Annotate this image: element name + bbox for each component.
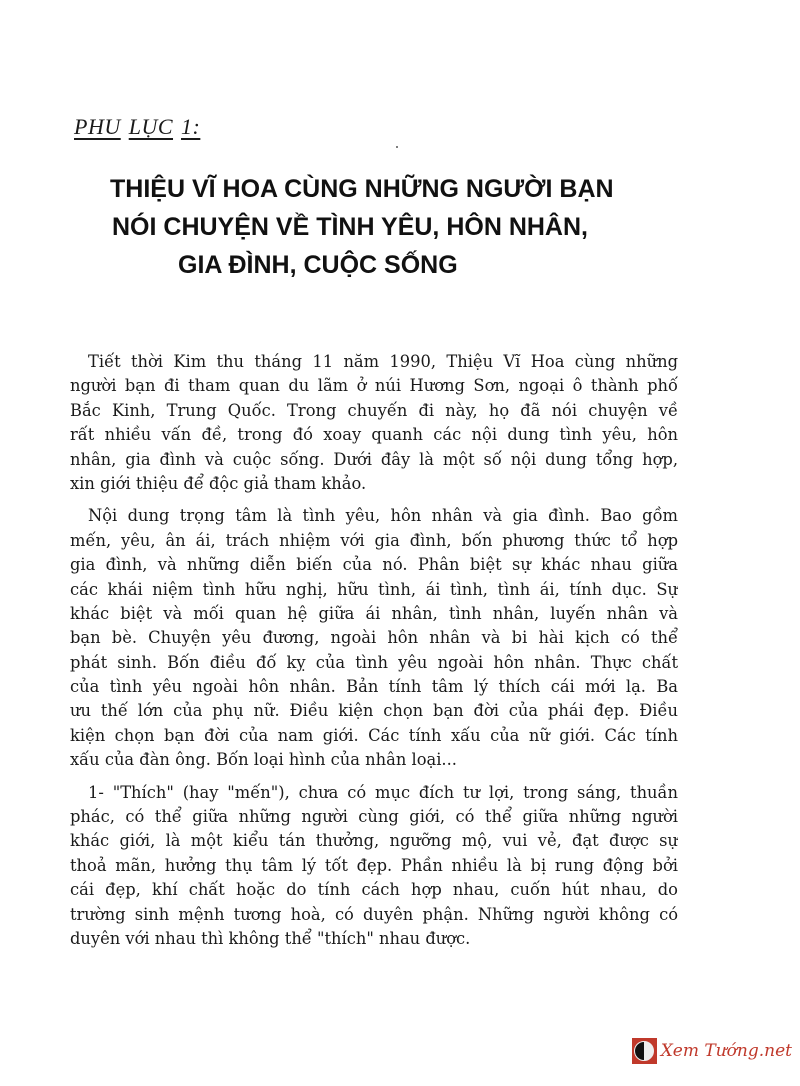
paragraph-intro <box>70 350 678 496</box>
text-line: bạn bè. Chuyện yêu đương, ngoài hôn nhân và bi hài kịch có thể <box>70 628 678 648</box>
text-line: phác, có thể giữa những người cùng giới, có thể giữa những người <box>70 807 678 827</box>
text-line: 1- "Thích" (hay "mến"), chưa có mục đích tư lợi, trong sáng, thuần <box>88 782 678 802</box>
text-line: khác biệt và mối quan hệ giữa ái nhân, tình nhân, luyến nhân và <box>70 603 678 623</box>
text-line: phát sinh. Bốn điều đố kỵ của tình yêu ngoài hôn nhân. Thực chất <box>70 652 678 672</box>
text-line: khác giới, là một kiểu tán thưởng, ngưỡng mộ, vui vẻ, đạt được sự <box>70 831 678 851</box>
text-line: mến, yêu, ân ái, trách nhiệm với gia đình, bốn phương thức tổ hợp <box>70 530 678 550</box>
appendix-number: 1: <box>181 114 201 139</box>
paragraph-item-1 <box>70 781 678 952</box>
text-line: Bắc Kinh, Trung Quốc. Trong chuyến đi này, họ đã nói chuyện về <box>70 400 678 420</box>
watermark-logo <box>632 1033 792 1069</box>
logo-badge <box>632 1038 657 1064</box>
appendix-word-2: LỤC <box>128 114 174 139</box>
text-line: xấu của đàn ông. Bốn loại hình của nhân loại... <box>70 750 457 770</box>
text-line: xin giới thiệu để độc giả tham khảo. <box>70 473 367 493</box>
text-line: nhân, gia đình và cuộc sống. Dưới đây là một số nội dung tổng hợp, <box>70 449 678 469</box>
title-line: THIỆU VĨ HOA CÙNG NHỮNG NGƯỜI BẠN <box>110 175 614 203</box>
scan-speck <box>396 146 398 148</box>
text-line: rất nhiều vấn đề, trong đó xoay quanh các nội dung tình yêu, hôn <box>70 425 678 445</box>
yin-yang-icon <box>634 1041 654 1061</box>
appendix-heading <box>74 114 208 140</box>
watermark-text: Xem Tướng.net <box>660 1041 792 1061</box>
title-line: NÓI CHUYỆN VỀ TÌNH YÊU, HÔN NHÂN, <box>112 213 588 241</box>
paragraph-summary <box>70 504 678 772</box>
text-line: duyên với nhau thì không thể "thích" nhau được. <box>70 928 471 948</box>
text-line: người bạn đi tham quan du lãm ở núi Hương Sơn, ngoại ô thành phố <box>70 376 678 396</box>
text-line: ưu thế lớn của phụ nữ. Điều kiện chọn bạn đời của phái đẹp. Điều <box>70 701 678 721</box>
text-line: trường sinh mệnh tương hoà, có duyên phận. Những người không có <box>70 904 678 924</box>
text-line: của tình yêu ngoài hôn nhân. Bản tính tâm lý thích cái mới lạ. Ba <box>70 677 678 697</box>
title-line: GIA ĐÌNH, CUỘC SỐNG <box>178 251 458 279</box>
appendix-word-1: PHU <box>74 114 121 139</box>
body-text <box>70 350 678 959</box>
text-line: Tiết thời Kim thu tháng 11 năm 1990, Thiệu Vĩ Hoa cùng những <box>88 352 678 371</box>
text-line: kiện chọn bạn đời của nam giới. Các tính xấu của nữ giới. Các tính <box>70 725 678 745</box>
text-line: cái đẹp, khí chất hoặc do tính cách hợp nhau, cuốn hút nhau, do <box>70 880 678 900</box>
text-line: gia đình, và những diễn biến của nó. Phân biệt sự khác nhau giữa <box>70 555 678 575</box>
chapter-title <box>100 170 660 284</box>
text-line: Nội dung trọng tâm là tình yêu, hôn nhân và gia đình. Bao gồm <box>88 506 678 526</box>
text-line: thoả mãn, hưởng thụ tâm lý tốt đẹp. Phần nhiều là bị rung động bởi <box>70 855 678 875</box>
text-line: các khái niệm tình hữu nghị, hữu tình, ái tình, tình ái, tính dục. Sự <box>70 579 678 599</box>
